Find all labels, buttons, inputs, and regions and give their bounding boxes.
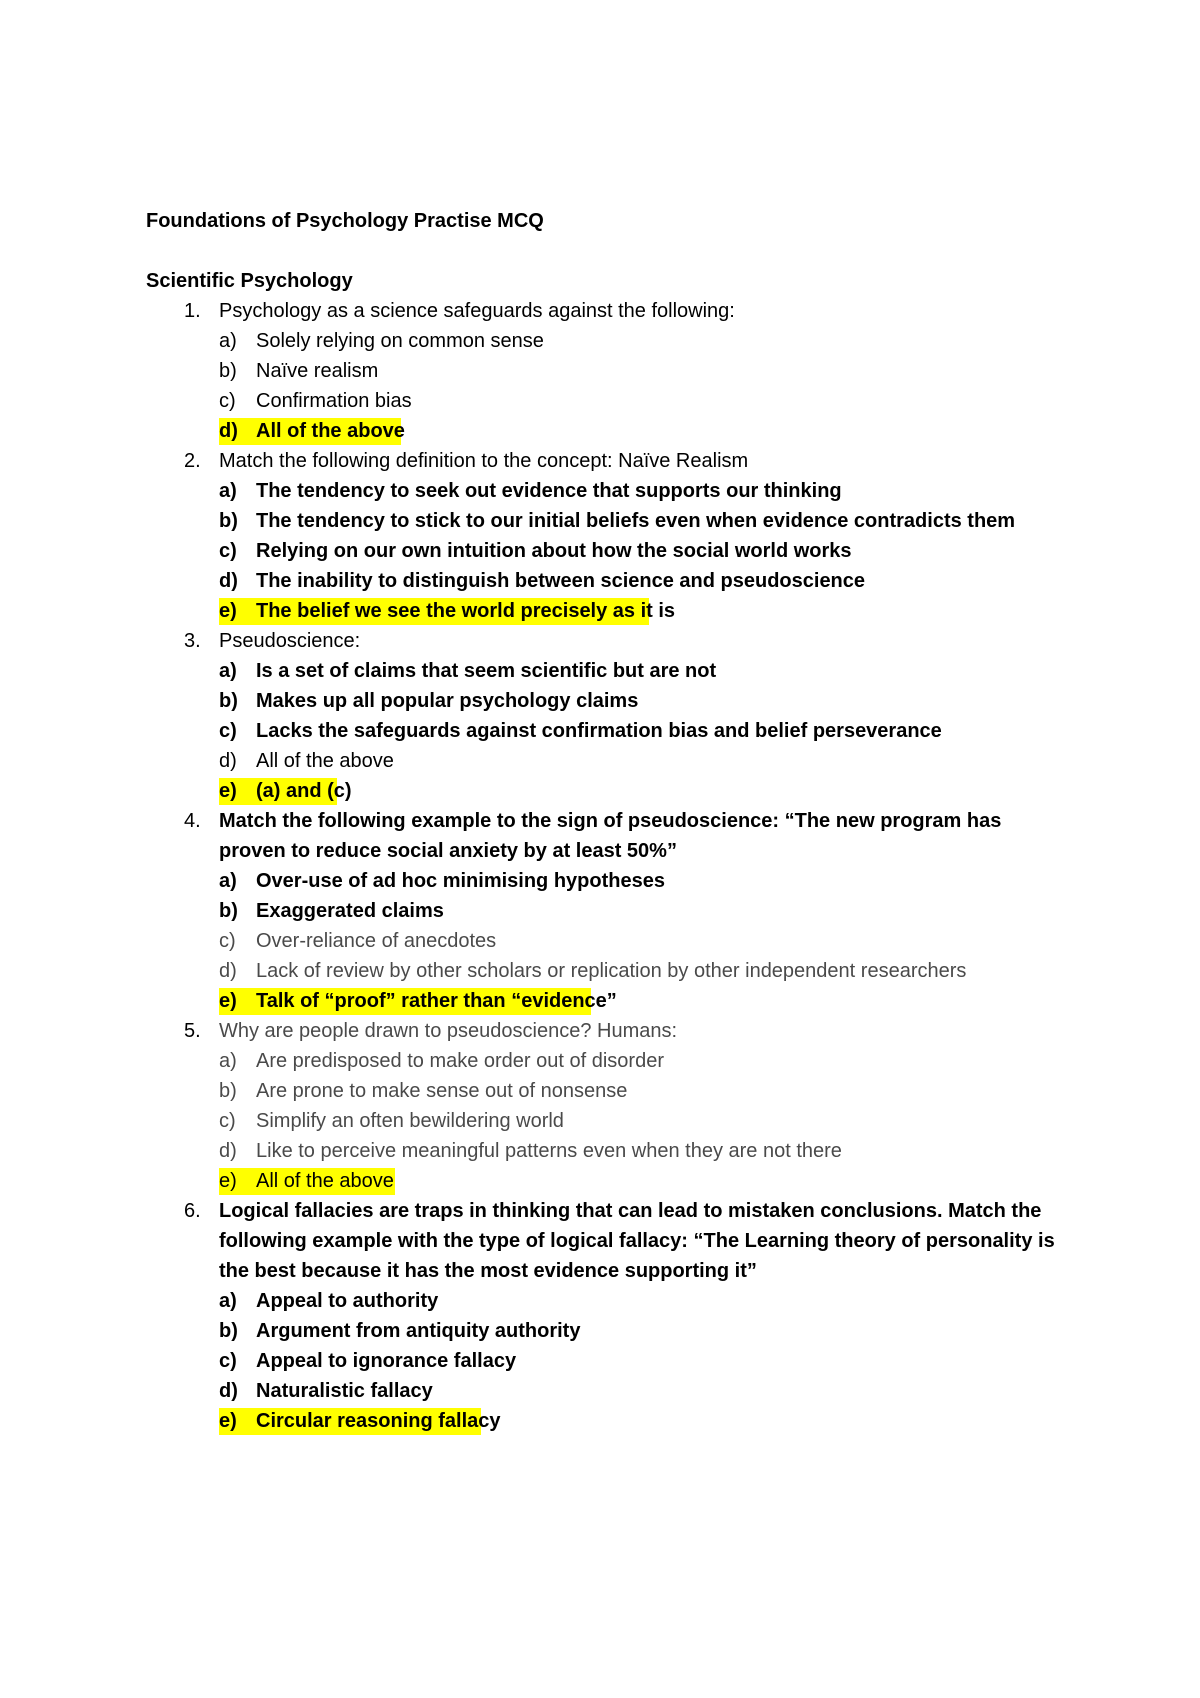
option-item — [146, 1346, 1066, 1376]
option-letter: d) — [219, 1380, 238, 1402]
option-letter: b) — [219, 360, 237, 382]
option-item — [146, 326, 1066, 356]
question-number: 3. — [184, 630, 201, 652]
document-title: Foundations of Psychology Practise MCQ — [146, 210, 544, 232]
option-text: Over-use of ad hoc minimising hypotheses — [256, 870, 665, 892]
option-letter: c) — [219, 930, 236, 952]
option-letter: a) — [219, 480, 237, 502]
question-1 — [146, 296, 1066, 446]
option-list — [146, 326, 1066, 446]
document-page — [146, 206, 1066, 1436]
question-2 — [146, 446, 1066, 626]
option-text: All of the above — [256, 420, 405, 442]
option-text: Lack of review by other scholars or replication by other independent researchers — [256, 960, 967, 982]
question-list — [146, 296, 1066, 1436]
question-5 — [146, 1016, 1066, 1196]
option-item — [146, 476, 1066, 506]
spacer — [146, 236, 1066, 266]
option-letter: c) — [219, 1110, 236, 1132]
question-number: 5. — [184, 1020, 201, 1042]
option-list — [146, 476, 1066, 626]
option-text: Simplify an often bewildering world — [256, 1110, 564, 1132]
option-text: Confirmation bias — [256, 390, 412, 412]
question-text: Match the following example to the sign of pseudoscience: “The new program has proven to reduce social anxiety by at least 50%” — [219, 810, 1002, 862]
question-6 — [146, 1196, 1066, 1436]
option-correct-answer — [146, 1406, 1066, 1436]
option-item — [146, 1106, 1066, 1136]
option-item — [146, 716, 1066, 746]
option-text: Relying on our own intuition about how the social world works — [256, 540, 852, 562]
option-letter: d) — [219, 1140, 237, 1162]
option-letter: d) — [219, 750, 237, 772]
option-list — [146, 656, 1066, 806]
option-letter: e) — [219, 1410, 237, 1432]
option-item — [146, 566, 1066, 596]
option-letter: e) — [219, 990, 237, 1012]
question-number: 4. — [184, 810, 201, 832]
option-letter: d) — [219, 960, 237, 982]
option-text: Makes up all popular psychology claims — [256, 690, 639, 712]
option-text: Are predisposed to make order out of disorder — [256, 1050, 664, 1072]
option-correct-answer — [146, 416, 1066, 446]
option-letter: e) — [219, 780, 237, 802]
option-correct-answer — [146, 1166, 1066, 1196]
section-title: Scientific Psychology — [146, 270, 353, 292]
question-text: Psychology as a science safeguards against the following: — [219, 300, 735, 322]
option-letter: a) — [219, 660, 237, 682]
option-text: All of the above — [256, 1170, 394, 1192]
option-text: Circular reasoning fallacy — [256, 1410, 501, 1432]
question-text: Logical fallacies are traps in thinking that can lead to mistaken conclusions. Match the following example with the type of logical fallacy: “The Learning theory of personality is the best because it has the most evidence supporting it” — [219, 1200, 1055, 1282]
option-text: Naïve realism — [256, 360, 379, 382]
option-item — [146, 536, 1066, 566]
option-item — [146, 506, 1066, 536]
option-letter: c) — [219, 1350, 237, 1372]
option-text: Lacks the safeguards against confirmation bias and belief perseverance — [256, 720, 942, 742]
option-text: Like to perceive meaningful patterns even when they are not there — [256, 1140, 842, 1162]
option-item — [146, 386, 1066, 416]
option-text: Appeal to ignorance fallacy — [256, 1350, 517, 1372]
option-text: All of the above — [256, 750, 394, 772]
option-item — [146, 1076, 1066, 1106]
option-item — [146, 1316, 1066, 1346]
option-list — [146, 1286, 1066, 1436]
option-text: Exaggerated claims — [256, 900, 444, 922]
option-letter: a) — [219, 870, 237, 892]
option-letter: e) — [219, 600, 237, 622]
option-item — [146, 896, 1066, 926]
option-text: Argument from antiquity authority — [256, 1320, 581, 1342]
option-list — [146, 866, 1066, 1016]
option-letter: b) — [219, 510, 238, 532]
option-text: Talk of “proof” rather than “evidence” — [256, 990, 617, 1012]
question-number: 6. — [184, 1200, 201, 1222]
question-text: Pseudoscience: — [219, 630, 361, 652]
option-letter: c) — [219, 390, 236, 412]
option-letter: b) — [219, 1320, 238, 1342]
option-item — [146, 746, 1066, 776]
option-text: Naturalistic fallacy — [256, 1380, 433, 1402]
option-item — [146, 866, 1066, 896]
option-text: The tendency to seek out evidence that supports our thinking — [256, 480, 842, 502]
option-letter: a) — [219, 330, 237, 352]
option-letter: d) — [219, 420, 238, 442]
option-text: Over-reliance of anecdotes — [256, 930, 497, 952]
option-text: The belief we see the world precisely as it is — [256, 600, 676, 622]
option-letter: d) — [219, 570, 238, 592]
option-text: The tendency to stick to our initial beliefs even when evidence contradicts them — [256, 510, 1016, 532]
option-text: The inability to distinguish between science and pseudoscience — [256, 570, 866, 592]
option-letter: e) — [219, 1170, 237, 1192]
option-text: Are prone to make sense out of nonsense — [256, 1080, 628, 1102]
option-text: Appeal to authority — [256, 1290, 439, 1312]
option-letter: a) — [219, 1290, 237, 1312]
option-item — [146, 1046, 1066, 1076]
option-item — [146, 356, 1066, 386]
option-letter: c) — [219, 540, 237, 562]
option-item — [146, 1376, 1066, 1406]
option-item — [146, 656, 1066, 686]
question-number: 2. — [184, 450, 201, 472]
option-item — [146, 926, 1066, 956]
option-correct-answer — [146, 776, 1066, 806]
option-correct-answer — [146, 986, 1066, 1016]
option-item — [146, 1286, 1066, 1316]
option-item — [146, 1136, 1066, 1166]
option-item — [146, 956, 1066, 986]
option-letter: b) — [219, 900, 238, 922]
option-item — [146, 686, 1066, 716]
option-list — [146, 1046, 1066, 1196]
option-text: (a) and (c) — [256, 780, 352, 802]
option-letter: b) — [219, 690, 238, 712]
option-letter: a) — [219, 1050, 237, 1072]
question-4 — [146, 806, 1066, 1016]
question-text: Match the following definition to the concept: Naïve Realism — [219, 450, 749, 472]
option-text: Is a set of claims that seem scientific but are not — [256, 660, 717, 682]
question-number: 1. — [184, 300, 201, 322]
question-text: Why are people drawn to pseudoscience? Humans: — [219, 1020, 678, 1042]
option-letter: b) — [219, 1080, 237, 1102]
option-letter: c) — [219, 720, 237, 742]
question-3 — [146, 626, 1066, 806]
option-text: Solely relying on common sense — [256, 330, 544, 352]
option-correct-answer — [146, 596, 1066, 626]
